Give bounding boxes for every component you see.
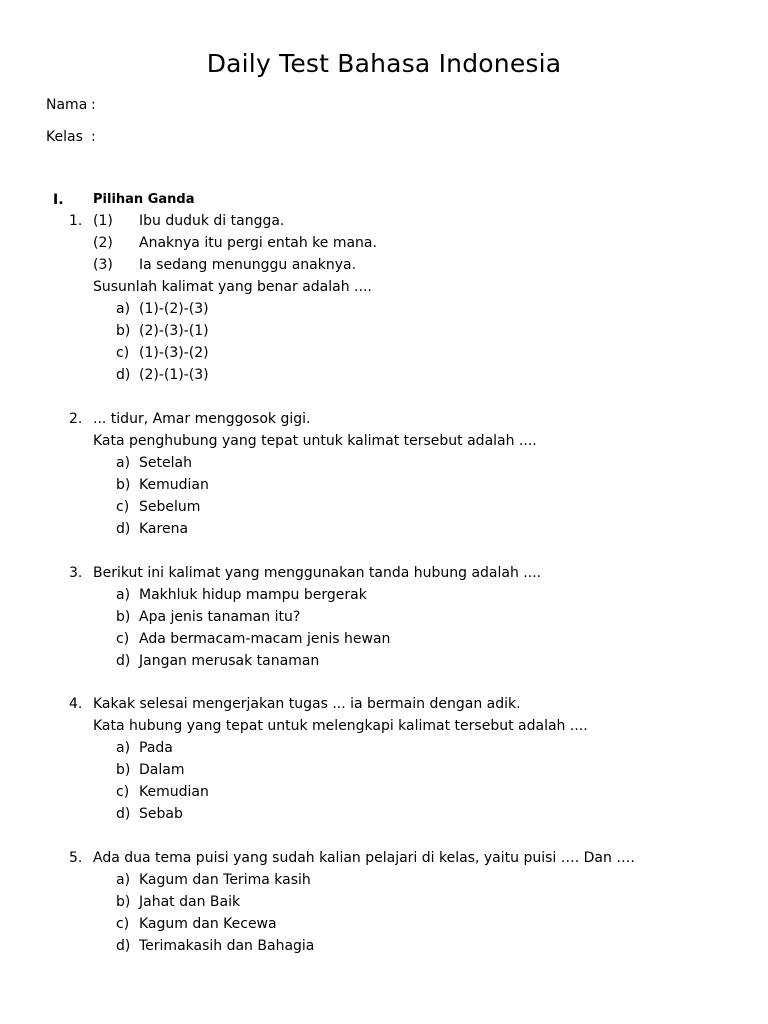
class-field (46, 127, 96, 147)
question-number: 3. (69, 565, 83, 581)
question-lead: Berikut ini kalimat yang menggunakan tanda hubung adalah .... (93, 565, 542, 581)
option-label: d) (116, 653, 131, 669)
option-text: Kemudian (139, 477, 209, 493)
option-text: Jangan merusak tanaman (139, 653, 320, 669)
option-label: b) (116, 894, 131, 910)
option-text: Apa jenis tanaman itu? (139, 609, 301, 625)
sentence-tag: (2) (93, 235, 113, 251)
option-label: d) (116, 806, 131, 822)
question-prompt: Susunlah kalimat yang benar adalah .... (93, 279, 372, 295)
sentence-text: Anaknya itu pergi entah ke mana. (139, 235, 377, 251)
option-label: d) (116, 367, 131, 383)
option-label: b) (116, 323, 131, 339)
section-title: Pilihan Ganda (93, 192, 195, 207)
option-text: Terimakasih dan Bahagia (139, 938, 315, 954)
question-number: 1. (69, 213, 83, 229)
question-prompt: Kata hubung yang tepat untuk melengkapi kalimat tersebut adalah .... (93, 718, 588, 734)
option-label: c) (116, 784, 130, 800)
option-label: b) (116, 762, 131, 778)
option-text: Karena (139, 521, 189, 537)
question-number: 2. (69, 411, 83, 427)
option-text: (2)-(3)-(1) (139, 323, 209, 339)
option-text: Sebelum (139, 499, 201, 515)
option-text: (1)-(3)-(2) (139, 345, 209, 361)
option-label: c) (116, 499, 130, 515)
option-text: Makhluk hidup mampu bergerak (139, 587, 367, 603)
sentence-tag: (3) (93, 257, 113, 273)
section-number: I. (53, 192, 64, 208)
option-label: c) (116, 631, 130, 647)
sentence-tag: (1) (93, 213, 113, 229)
question-number: 5. (69, 850, 83, 866)
option-label: b) (116, 609, 131, 625)
option-text: Setelah (139, 455, 192, 471)
question-prompt: Kata penghubung yang tepat untuk kalimat tersebut adalah .... (93, 433, 537, 449)
option-label: d) (116, 521, 131, 537)
name-field-colon: : (91, 97, 96, 113)
class-field-label: Kelas (46, 129, 83, 145)
option-text: Kagum dan Kecewa (139, 916, 277, 932)
question-number: 4. (69, 696, 83, 712)
question-lead: Kakak selesai mengerjakan tugas ... ia bermain dengan adik. (93, 696, 521, 712)
option-label: a) (116, 301, 131, 317)
option-text: Kemudian (139, 784, 209, 800)
name-field (46, 95, 96, 115)
option-label: c) (116, 345, 130, 361)
question-lead: Ada dua tema puisi yang sudah kalian pelajari di kelas, yaitu puisi …. Dan …. (93, 850, 635, 866)
class-field-colon: : (91, 129, 96, 145)
option-text: Ada bermacam-macam jenis hewan (139, 631, 391, 647)
option-label: a) (116, 740, 131, 756)
option-text: Jahat dan Baik (139, 894, 241, 910)
option-text: (2)-(1)-(3) (139, 367, 209, 383)
sentence-text: Ia sedang menunggu anaknya. (139, 257, 357, 273)
page-title: Daily Test Bahasa Indonesia (206, 49, 562, 78)
option-label: a) (116, 455, 131, 471)
option-text: Pada (139, 740, 173, 756)
option-text: (1)-(2)-(3) (139, 301, 209, 317)
option-text: Sebab (139, 806, 183, 822)
option-label: a) (116, 587, 131, 603)
sentence-text: Ibu duduk di tangga. (139, 213, 285, 229)
name-field-label: Nama (46, 97, 88, 113)
option-text: Dalam (139, 762, 185, 778)
option-label: a) (116, 872, 131, 888)
option-label: b) (116, 477, 131, 493)
question-lead: ... tidur, Amar menggosok gigi. (93, 411, 311, 427)
option-label: d) (116, 938, 131, 954)
option-label: c) (116, 916, 130, 932)
option-text: Kagum dan Terima kasih (139, 872, 311, 888)
